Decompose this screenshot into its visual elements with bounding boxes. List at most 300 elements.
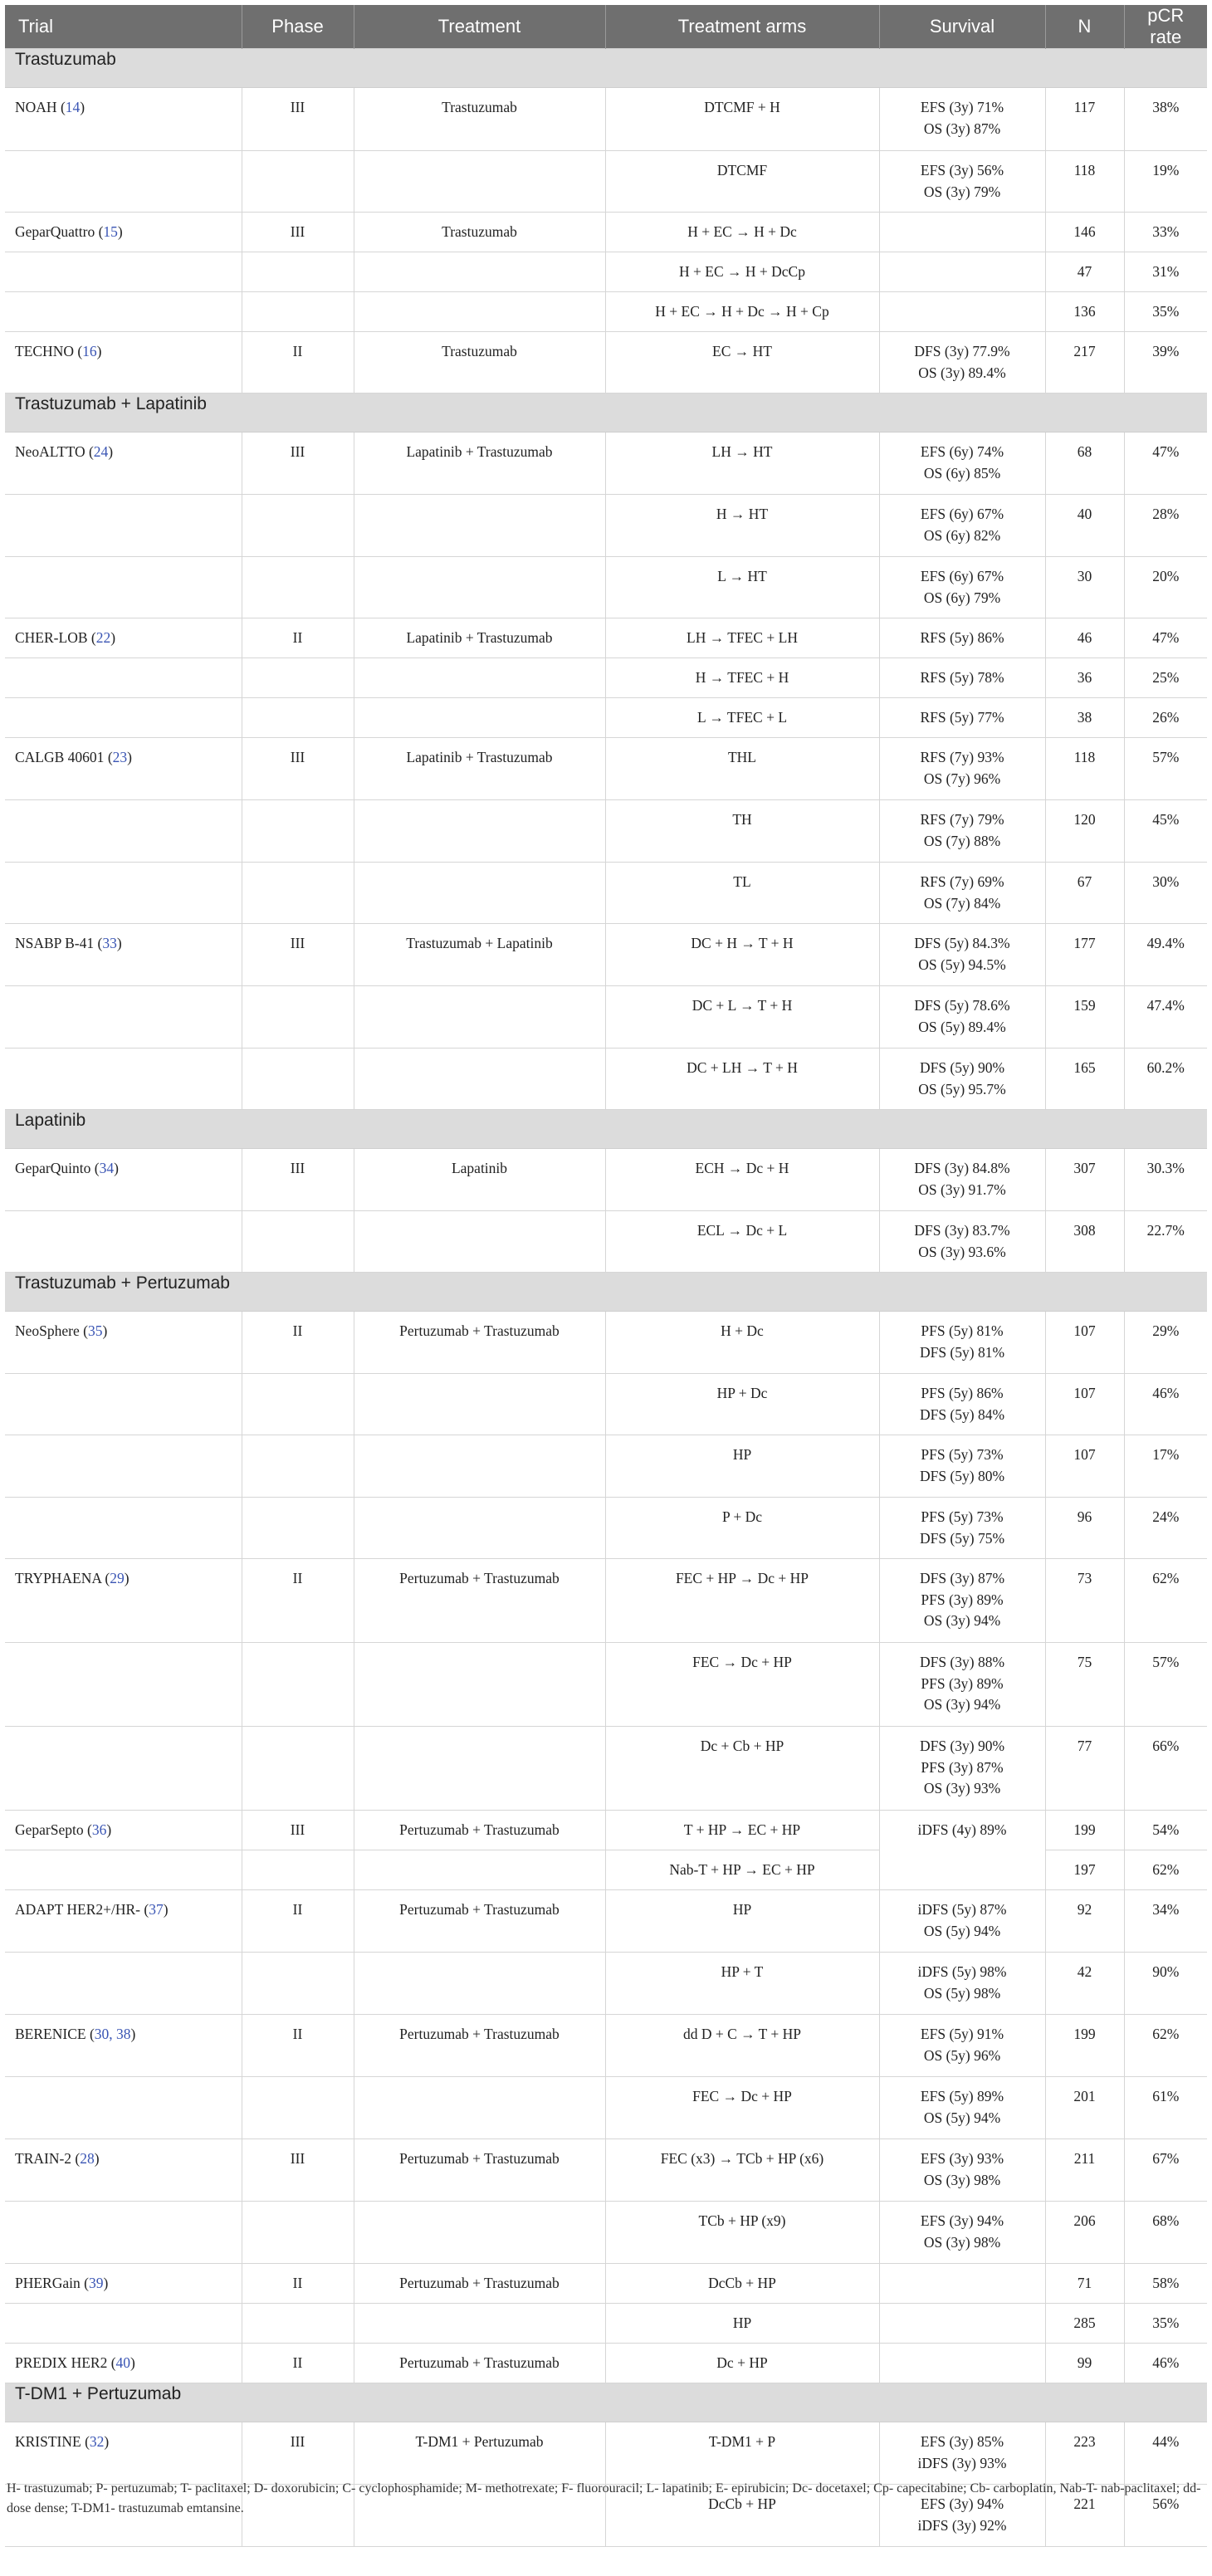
table-row [5,986,1207,1048]
reference-link: 39 [88,2275,104,2291]
survival-cell [879,800,1045,863]
phase-cell: III [242,1811,354,1850]
survival-cell [879,2139,1045,2202]
survival-value: OS (6y) 79% [923,589,1001,606]
pcr-cell: 45% [1124,800,1207,863]
trial-name: GeparQuattro [15,223,95,240]
table-row [5,658,1207,698]
reference-link: 35 [87,1322,103,1339]
survival-value: DFS (3y) 88% [919,1654,1005,1670]
pcr-cell: 34% [1124,1890,1207,1953]
trial-table-container [5,5,1207,2547]
table-row [5,1312,1207,1374]
phase-cell [242,863,354,924]
trial-cell: PREDIX HER2 (40) [5,2344,242,2383]
phase-cell: II [242,1890,354,1953]
survival-value: EFS (3y) 93% [920,2150,1004,2167]
trial-cell: TRYPHAENA (29) [5,1559,242,1643]
survival-value: DFS (3y) 77.9% [914,343,1010,359]
survival-cell [879,2304,1045,2344]
n-cell: 221 [1045,2485,1124,2547]
reference-link: 33 [102,935,117,951]
survival-cell [879,292,1045,332]
table-row [5,1498,1207,1559]
survival-value: iDFS (3y) 93% [917,2454,1007,2471]
phase-cell: III [242,1149,354,1211]
trial-cell: NeoSphere (35) [5,1312,242,1374]
treatment-cell: Lapatinib + Trastuzumab [354,738,605,800]
treatment-arm-cell: HP [605,1890,879,1953]
reference-link: 23 [112,749,128,765]
group-label: T-DM1 + Pertuzumab [5,2383,1207,2422]
treatment-arm-cell: DC + LH → T + H [605,1048,879,1110]
survival-value: PFS (5y) 86% [921,1385,1004,1401]
trial-cell: ADAPT HER2+/HR- (37) [5,1890,242,1953]
trial-cell: CALGB 40601 (23) [5,738,242,800]
pcr-cell: 38% [1124,88,1207,151]
survival-value: iDFS (3y) 92% [917,2516,1007,2534]
trial-cell [5,1048,242,1110]
survival-value: EFS (5y) 89% [920,2088,1004,2104]
treatment-cell: Lapatinib + Trastuzumab [354,433,605,495]
n-cell: 71 [1045,2264,1124,2304]
phase-cell [242,2077,354,2139]
trial-cell [5,2077,242,2139]
pcr-cell: 46% [1124,2344,1207,2383]
treatment-cell [354,1498,605,1559]
pcr-cell: 39% [1124,332,1207,393]
trial-cell [5,2304,242,2344]
treatment-arm-cell: TH [605,800,879,863]
table-row [5,88,1207,151]
treatment-arm-cell: Nab-T + HP → EC + HP [605,1850,879,1890]
table-row [5,1211,1207,1273]
treatment-arm-cell: Dc + Cb + HP [605,1727,879,1811]
n-cell: 47 [1045,252,1124,292]
survival-value: OS (5y) 98% [923,1984,1001,2002]
survival-value: RFS (5y) 86% [920,629,1004,646]
survival-value: OS (3y) 87% [923,120,1001,137]
trial-name: PHERGain [15,2275,81,2291]
treatment-cell: Lapatinib [354,1149,605,1211]
table-row [5,2139,1207,2202]
n-cell: 40 [1045,495,1124,557]
survival-cell [879,1374,1045,1435]
survival-cell [879,1211,1045,1273]
treatment-cell [354,495,605,557]
reference-link: 32 [89,2433,105,2450]
pcr-cell: 35% [1124,2304,1207,2344]
phase-cell: III [242,213,354,252]
table-row [5,213,1207,252]
survival-cell [879,1498,1045,1559]
survival-value: DFS (5y) 84.3% [914,935,1010,951]
survival-cell [879,2264,1045,2304]
survival-cell [879,2202,1045,2264]
trial-cell [5,986,242,1048]
pcr-cell: 54% [1124,1811,1207,1850]
table-row [5,863,1207,924]
survival-cell [879,1727,1045,1811]
survival-value: iDFS (5y) 87% [917,1901,1007,1918]
survival-value: RFS (7y) 93% [920,749,1004,765]
survival-value: OS (3y) 91.7% [918,1180,1006,1198]
survival-value: EFS (6y) 67% [920,506,1004,522]
trial-cell: KRISTINE (32) [5,2422,242,2485]
survival-value: DFS (5y) 81% [919,1343,1005,1361]
survival-cell [879,1890,1045,1953]
table-row [5,738,1207,800]
survival-cell [879,924,1045,986]
survival-value: DFS (3y) 90% [919,1738,1005,1754]
trial-cell [5,1435,242,1498]
trial-name: ADAPT HER2+/HR- [15,1901,141,1918]
header-survival: Survival [879,5,1045,49]
trial-name: NSABP B-41 [15,935,95,951]
treatment-cell [354,863,605,924]
treatment-arm-cell: HP + T [605,1953,879,2015]
table-row [5,2077,1207,2139]
survival-value: PFS (5y) 73% [921,1508,1004,1525]
pcr-cell: 62% [1124,2015,1207,2077]
treatment-cell [354,1374,605,1435]
trial-cell [5,1374,242,1435]
n-cell: 67 [1045,863,1124,924]
treatment-arm-cell: FEC → Dc + HP [605,1643,879,1727]
trial-name: NeoSphere [15,1322,80,1339]
n-cell: 308 [1045,1211,1124,1273]
table-row [5,1374,1207,1435]
survival-cell [879,698,1045,738]
survival-cell [879,618,1045,658]
pcr-cell: 61% [1124,2077,1207,2139]
table-header [5,5,1207,49]
n-cell: 96 [1045,1498,1124,1559]
treatment-arm-cell: dd D + C → T + HP [605,2015,879,2077]
survival-value: RFS (7y) 69% [920,873,1004,890]
survival-cell [879,1435,1045,1498]
survival-value: DFS (5y) 84% [919,1405,1005,1423]
pcr-cell: 60.2% [1124,1048,1207,1110]
survival-cell [879,88,1045,151]
table-row [5,292,1207,332]
treatment-cell: Lapatinib + Trastuzumab [354,618,605,658]
survival-value: OS (3y) 79% [923,183,1001,200]
reference-link: 30, 38 [94,2026,131,2042]
phase-cell [242,151,354,213]
pcr-cell: 25% [1124,658,1207,698]
treatment-cell [354,1727,605,1811]
survival-cell [879,2422,1045,2485]
n-cell: 285 [1045,2304,1124,2344]
treatment-cell [354,1435,605,1498]
reference-link: 16 [82,343,97,359]
survival-cell [879,1811,1045,1890]
table-row [5,433,1207,495]
table-row [5,1048,1207,1110]
n-cell: 107 [1045,1374,1124,1435]
reference-link: 36 [91,1821,107,1838]
pcr-cell: 47% [1124,433,1207,495]
group-row [5,1110,1207,1149]
treatment-arm-cell: DTCMF [605,151,879,213]
n-cell: 165 [1045,1048,1124,1110]
trial-cell: GeparSepto (36) [5,1811,242,1850]
pcr-cell: 24% [1124,1498,1207,1559]
trial-name: NOAH [15,99,57,115]
survival-cell [879,1149,1045,1211]
trial-name: PREDIX HER2 [15,2354,108,2371]
survival-cell [879,1048,1045,1110]
n-cell: 206 [1045,2202,1124,2264]
treatment-cell [354,292,605,332]
trial-cell [5,1727,242,1811]
survival-cell [879,658,1045,698]
survival-value: iDFS (4y) 89% [917,1821,1007,1838]
table-row [5,2422,1207,2485]
survival-value: EFS (3y) 56% [920,162,1004,178]
pcr-cell: 58% [1124,2264,1207,2304]
n-cell: 30 [1045,557,1124,618]
treatment-cell [354,698,605,738]
treatment-arm-cell: T-DM1 + P [605,2422,879,2485]
survival-value: EFS (6y) 74% [920,443,1004,460]
reference-link: 29 [110,1570,125,1586]
trial-name: GeparSepto [15,1821,84,1838]
survival-value: OS (5y) 95.7% [918,1080,1006,1097]
survival-value: OS (3y) 93.6% [918,1243,1006,1260]
pcr-cell: 56% [1124,2485,1207,2547]
trial-name: NeoALTTO [15,443,86,460]
trial-name: BERENICE [15,2026,86,2042]
phase-cell [242,292,354,332]
survival-value: OS (3y) 94% [923,1696,1001,1713]
phase-cell: III [242,2422,354,2485]
header-phase: Phase [242,5,354,49]
treatment-arm-cell: FEC + HP → Dc + HP [605,1559,879,1643]
treatment-arm-cell: H → HT [605,495,879,557]
n-cell: 46 [1045,618,1124,658]
treatment-cell: Trastuzumab [354,332,605,393]
pcr-cell: 26% [1124,698,1207,738]
table-row [5,924,1207,986]
treatment-cell [354,1850,605,1890]
treatment-arm-cell: TL [605,863,879,924]
pcr-cell: 17% [1124,1435,1207,1498]
header-treatment: Treatment [354,5,605,49]
pcr-cell: 30% [1124,863,1207,924]
treatment-arm-cell: LH → HT [605,433,879,495]
table-row [5,1890,1207,1953]
phase-cell [242,2304,354,2344]
survival-cell [879,151,1045,213]
survival-value: EFS (3y) 94% [920,2212,1004,2229]
survival-cell [879,433,1045,495]
pcr-cell: 22.7% [1124,1211,1207,1273]
treatment-cell: Trastuzumab [354,213,605,252]
survival-cell [879,986,1045,1048]
survival-value: RFS (5y) 78% [920,669,1004,686]
trial-cell [5,1211,242,1273]
table-row [5,618,1207,658]
trial-cell: TECHNO (16) [5,332,242,393]
treatment-cell: Pertuzumab + Trastuzumab [354,1312,605,1374]
survival-value: EFS (3y) 94% [920,2495,1004,2512]
pcr-cell: 62% [1124,1559,1207,1643]
phase-cell: II [242,1312,354,1374]
survival-value: PFS (3y) 89% [921,1591,1004,1608]
table-row [5,800,1207,863]
trial-cell [5,863,242,924]
trial-name: CHER-LOB [15,629,88,646]
survival-value: OS (5y) 94% [923,1922,1001,1939]
pcr-cell: 62% [1124,1850,1207,1890]
treatment-arm-cell: DcCb + HP [605,2485,879,2547]
n-cell: 73 [1045,1559,1124,1643]
phase-cell [242,1498,354,1559]
header-n: N [1045,5,1124,49]
n-cell: 159 [1045,986,1124,1048]
phase-cell: II [242,332,354,393]
table-row [5,1953,1207,2015]
survival-cell [879,332,1045,393]
pcr-cell: 33% [1124,213,1207,252]
table-row [5,252,1207,292]
treatment-cell [354,800,605,863]
reference-link: 14 [65,99,81,115]
treatment-cell: Pertuzumab + Trastuzumab [354,2015,605,2077]
treatment-cell: Trastuzumab + Lapatinib [354,924,605,986]
table-row [5,2202,1207,2264]
treatment-cell: Trastuzumab [354,88,605,151]
treatment-cell [354,252,605,292]
table-row [5,151,1207,213]
treatment-arm-cell: HP [605,2304,879,2344]
phase-cell: III [242,433,354,495]
header-row [5,5,1207,49]
treatment-cell [354,986,605,1048]
pcr-cell: 20% [1124,557,1207,618]
table-body [5,49,1207,2547]
survival-value: DFS (5y) 80% [919,1467,1005,1484]
treatment-cell [354,1211,605,1273]
n-cell: 68 [1045,433,1124,495]
treatment-arm-cell: T + HP → EC + HP [605,1811,879,1850]
phase-cell [242,1953,354,2015]
treatment-arm-cell: H + EC → H + Dc → H + Cp [605,292,879,332]
survival-cell [879,495,1045,557]
survival-cell [879,1312,1045,1374]
phase-cell [242,1643,354,1727]
trial-cell [5,557,242,618]
survival-cell [879,738,1045,800]
treatment-arm-cell: H + EC → H + Dc [605,213,879,252]
survival-value: OS (6y) 85% [923,464,1001,481]
reference-link: 22 [95,629,111,646]
treatment-arm-cell: ECL → Dc + L [605,1211,879,1273]
phase-cell: II [242,2015,354,2077]
phase-cell [242,1048,354,1110]
header-pcr-rate: pCR rate [1124,5,1207,49]
trial-cell [5,151,242,213]
survival-value: OS (7y) 96% [923,770,1001,787]
trial-cell [5,252,242,292]
survival-cell [879,1643,1045,1727]
survival-value: OS (5y) 96% [923,2046,1001,2064]
treatment-cell: Pertuzumab + Trastuzumab [354,2139,605,2202]
n-cell: 211 [1045,2139,1124,2202]
phase-cell [242,1850,354,1890]
n-cell: 307 [1045,1149,1124,1211]
n-cell: 77 [1045,1727,1124,1811]
phase-cell: II [242,2264,354,2304]
n-cell: 197 [1045,1850,1124,1890]
table-row [5,1727,1207,1811]
treatment-arm-cell: TCb + HP (x9) [605,2202,879,2264]
trial-name: GeparQuinto [15,1160,91,1176]
treatment-arm-cell: DTCMF + H [605,88,879,151]
n-cell: 201 [1045,2077,1124,2139]
trial-cell [5,292,242,332]
treatment-cell [354,1643,605,1727]
group-label: Trastuzumab [5,49,1207,88]
survival-cell [879,2015,1045,2077]
table-row [5,2015,1207,2077]
n-cell: 118 [1045,151,1124,213]
treatment-cell [354,1953,605,2015]
survival-value: DFS (3y) 83.7% [914,1222,1010,1239]
table-row [5,332,1207,393]
survival-value: DFS (5y) 90% [919,1059,1005,1076]
treatment-cell [354,1048,605,1110]
survival-value: OS (5y) 89.4% [918,1018,1006,1035]
treatment-arm-cell: DcCb + HP [605,2264,879,2304]
phase-cell: III [242,2139,354,2202]
treatment-arm-cell: FEC → Dc + HP [605,2077,879,2139]
phase-cell [242,252,354,292]
treatment-arm-cell: ECH → Dc + H [605,1149,879,1211]
treatment-cell [354,557,605,618]
pcr-cell: 35% [1124,292,1207,332]
trial-cell: NeoALTTO (24) [5,433,242,495]
treatment-arm-cell: H + EC → H + DcCp [605,252,879,292]
survival-value: iDFS (5y) 98% [917,1963,1007,1980]
n-cell: 217 [1045,332,1124,393]
table-footnote: H- trastuzumab; P- pertuzumab; T- paclitaxel; D- doxorubicin; C- cyclophosphamide; M- methotrexate; F- fluorouracil; L- lapatinib; E- epirubicin; Dc- docetaxel; Cp- capecitabine; Cb- carboplatin, Nab-T- nab-paclitaxel; dd- dose dense; T-DM1- trastuzumab emtansine. [7,2481,1201,2515]
pcr-cell: 57% [1124,1643,1207,1727]
phase-cell [242,800,354,863]
treatment-cell: Pertuzumab + Trastuzumab [354,1811,605,1850]
survival-value: DFS (3y) 84.8% [914,1160,1010,1176]
pcr-cell: 90% [1124,1953,1207,2015]
phase-cell [242,1374,354,1435]
table-row [5,2264,1207,2304]
pcr-cell: 30.3% [1124,1149,1207,1211]
n-cell: 199 [1045,2015,1124,2077]
treatment-cell [354,2077,605,2139]
trial-cell: NOAH (14) [5,88,242,151]
table-row [5,698,1207,738]
table-row [5,1435,1207,1498]
n-cell: 199 [1045,1811,1124,1850]
n-cell: 107 [1045,1312,1124,1374]
survival-value: PFS (5y) 73% [921,1446,1004,1463]
n-cell: 99 [1045,2344,1124,2383]
table-row [5,2344,1207,2383]
group-row [5,393,1207,433]
pcr-cell: 49.4% [1124,924,1207,986]
table-row [5,495,1207,557]
